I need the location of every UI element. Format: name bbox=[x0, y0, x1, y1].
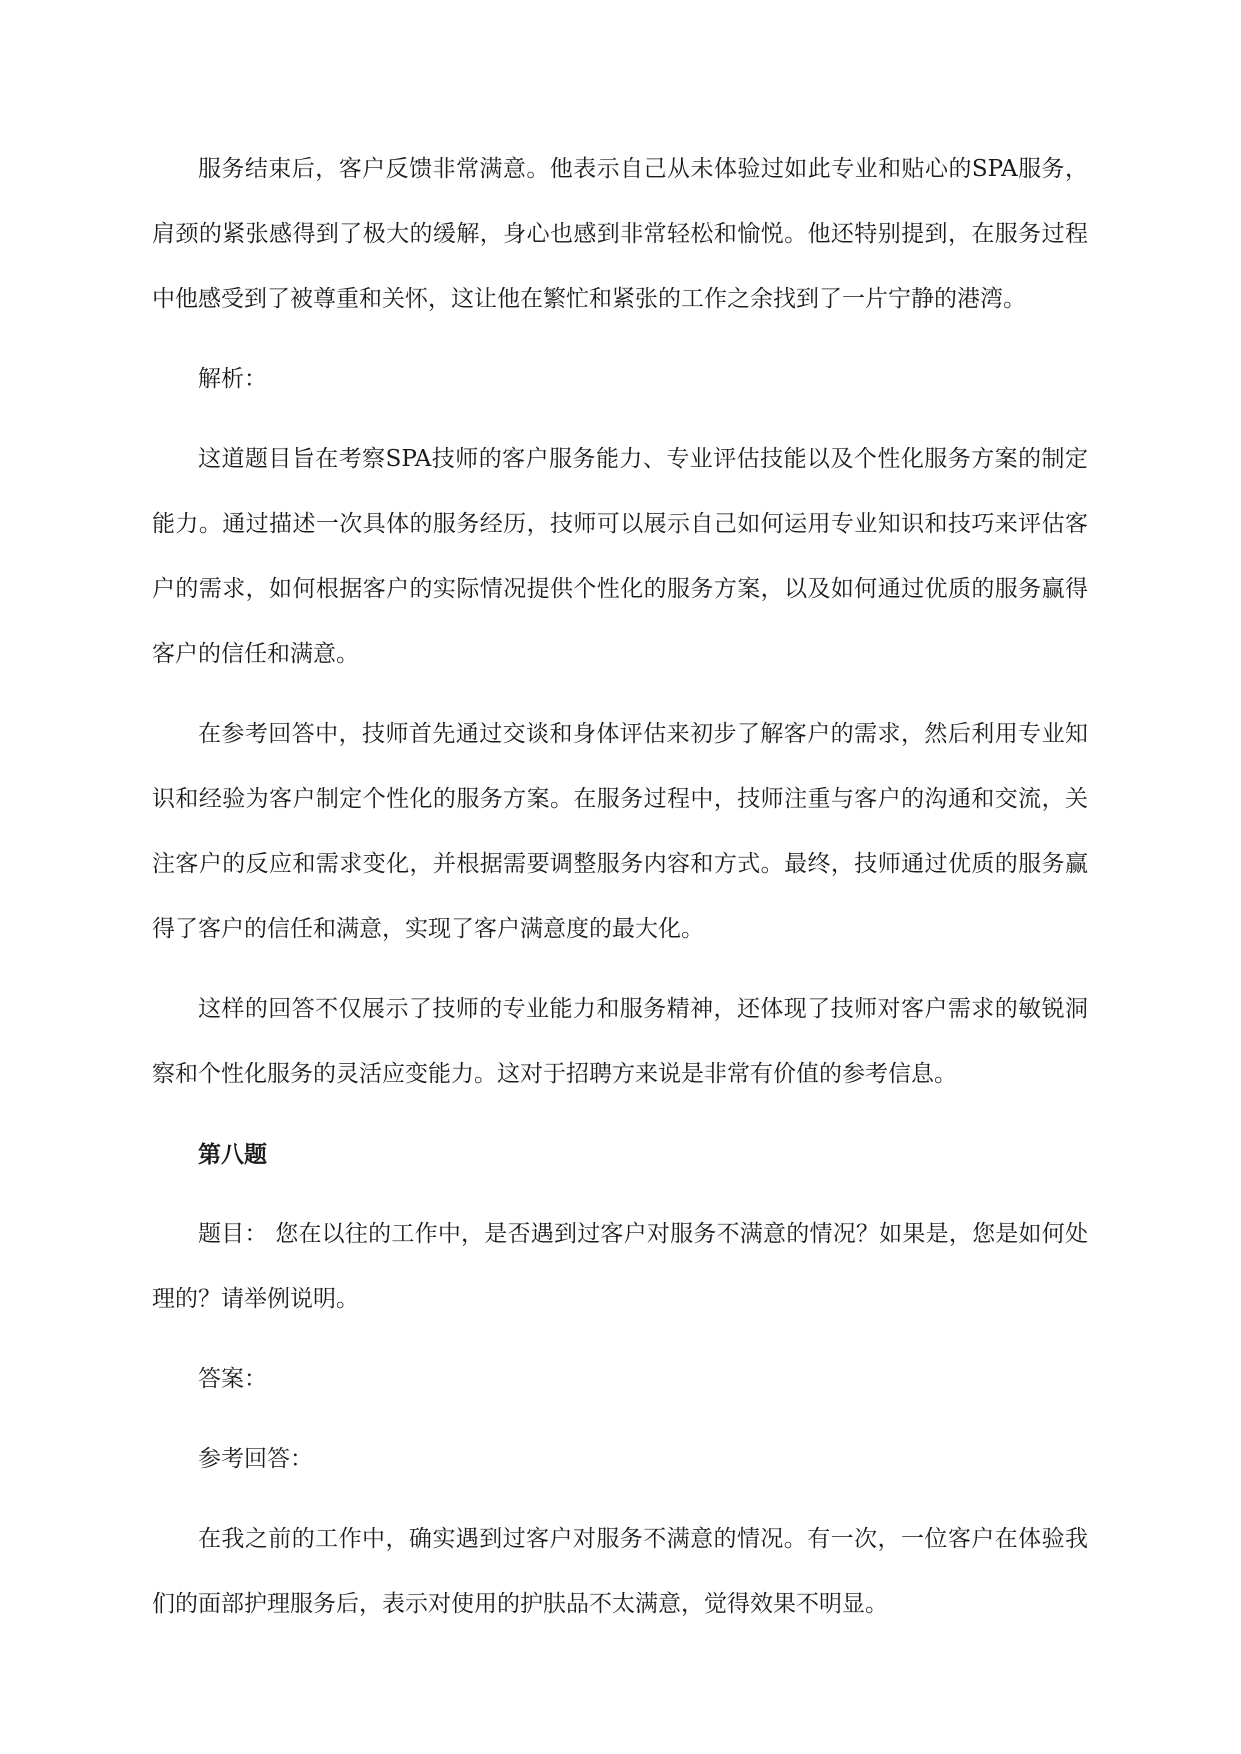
answer-label: 答案： bbox=[198, 1366, 267, 1392]
analysis-label: 解析： bbox=[198, 366, 267, 392]
question-eight-prompt: 题目： 您在以往的工作中，是否遇到过客户对服务不满意的情况？如果是，您是如何处理的？请举例说明。 bbox=[152, 1221, 1088, 1312]
paragraph-analysis-purpose: 这道题目旨在考察SPA技师的客户服务能力、专业评估技能以及个性化服务方案的制定能力。通过描述一次具体的服务经历，技师可以展示自己如何运用专业知识和技巧来评估客户的需求，如何根据客户的实际情况提供个性化的服务方案，以及如何通过优质的服务赢得客户的信任和满意。 bbox=[152, 446, 1088, 667]
paragraph-reference-answer: 在我之前的工作中，确实遇到过客户对服务不满意的情况。有一次，一位客户在体验我们的面部护理服务后，表示对使用的护肤品不太满意，觉得效果不明显。 bbox=[152, 1526, 1088, 1617]
paragraph-analysis-conclusion: 这样的回答不仅展示了技师的专业能力和服务精神，还体现了技师对客户需求的敏锐洞察和个性化服务的灵活应变能力。这对于招聘方来说是非常有价值的参考信息。 bbox=[152, 996, 1088, 1087]
reference-answer-label: 参考回答： bbox=[198, 1446, 313, 1472]
paragraph-feedback: 服务结束后，客户反馈非常满意。他表示自己从未体验过如此专业和贴心的SPA服务，肩颈的紧张感得到了极大的缓解，身心也感到非常轻松和愉悦。他还特别提到，在服务过程中他感受到了被尊重和关怀，这让他在繁忙和紧张的工作之余找到了一片宁静的港湾。 bbox=[152, 156, 1088, 312]
question-eight-heading: 第八题 bbox=[198, 1141, 267, 1168]
paragraph-analysis-reference: 在参考回答中，技师首先通过交谈和身体评估来初步了解客户的需求，然后利用专业知识和经验为客户制定个性化的服务方案。在服务过程中，技师注重与客户的沟通和交流，关注客户的反应和需求变化，并根据需要调整服务内容和方式。最终，技师通过优质的服务赢得了客户的信任和满意，实现了客户满意度的最大化。 bbox=[152, 721, 1088, 942]
document-page bbox=[152, 137, 1088, 1652]
